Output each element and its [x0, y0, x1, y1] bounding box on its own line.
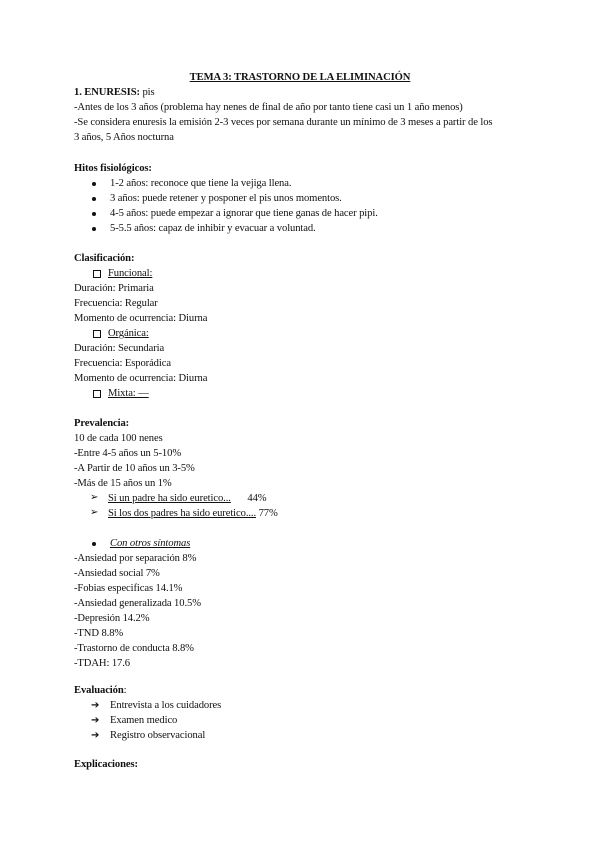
otros-sintomas-label: Con otros síntomas: [110, 538, 191, 549]
padre-item: [108, 507, 278, 521]
checkbox-icon: [93, 270, 101, 278]
padre-text: Si los dos padres ha sido euretico....: [108, 508, 257, 519]
prevalencia-line: -Entre 4-5 años un 5-10%: [74, 448, 182, 459]
sintoma-line: -TND 8.8%: [74, 628, 124, 639]
document-title: TEMA 3: TRASTORNO DE LA ELIMINACIÓN: [189, 72, 411, 83]
prevalencia-line: -A Partir de 10 años un 3-5%: [74, 463, 195, 474]
sintoma-line: -Ansiedad social 7%: [74, 568, 160, 579]
evaluacion-heading-bold: Evaluación: [74, 685, 124, 696]
evaluacion-item: Examen medico: [110, 715, 178, 726]
hitos-item: 5-5.5 años: capaz de inhibir y evacuar a voluntad.: [110, 223, 316, 234]
bullet-icon: [92, 182, 96, 186]
hitos-item: 4-5 años: puede empezar a ignorar que tiene ganas de hacer pipi.: [110, 208, 378, 219]
evaluacion-item: Registro observacional: [110, 730, 206, 741]
mixta-label: Mixta: —: [108, 388, 149, 399]
funcional-label: Funcional:: [108, 268, 153, 279]
evaluacion-item: Entrevista a los cuidadores: [110, 700, 222, 711]
bullet-icon: [92, 227, 96, 231]
padre-text: Si un padre ha sido euretico...: [108, 493, 231, 504]
section-enuresis-heading: [74, 86, 155, 100]
organica-line: Frecuencia: Esporádica: [74, 358, 171, 369]
padre-value: 77%: [258, 508, 278, 519]
organica-line: Duración: Secundaria: [74, 343, 165, 354]
sintoma-line: -Ansiedad por separación 8%: [74, 553, 197, 564]
prevalencia-line: 10 de cada 100 nenes: [74, 433, 163, 444]
arrow-right-icon: ➔: [91, 730, 100, 741]
arrow-right-icon: ➔: [91, 700, 100, 711]
funcional-line: Frecuencia: Regular: [74, 298, 158, 309]
hitos-item: 3 años: puede retener y posponer el pis unos momentos.: [110, 193, 342, 204]
sintoma-line: -Fobias especificas 14.1%: [74, 583, 183, 594]
bullet-icon: [92, 212, 96, 216]
explicaciones-heading: Explicaciones:: [74, 759, 138, 770]
arrowhead-icon: ➢: [90, 507, 99, 518]
prevalencia-line: -Más de 15 años un 1%: [74, 478, 172, 489]
sintoma-line: -Trastorno de conducta 8.8%: [74, 643, 194, 654]
hitos-item: 1-2 años: reconoce que tiene la vejiga llena.: [110, 178, 292, 189]
arrow-right-icon: ➔: [91, 715, 100, 726]
enuresis-heading-rest: pis: [139, 87, 155, 98]
sintoma-line: -Ansiedad generalizada 10.5%: [74, 598, 201, 609]
intro-line: -Antes de los 3 años (problema hay nenes de final de año por tanto tiene casi un 1 año menos): [74, 102, 463, 113]
bullet-icon: [92, 542, 96, 546]
padre-value: 44%: [247, 493, 267, 504]
clasificacion-heading: Clasificación:: [74, 253, 135, 264]
checkbox-icon: [93, 330, 101, 338]
funcional-line: Momento de ocurrencia: Diurna: [74, 313, 208, 324]
arrowhead-icon: ➢: [90, 492, 99, 503]
checkbox-icon: [93, 390, 101, 398]
sintoma-line: -Depresión 14.2%: [74, 613, 150, 624]
evaluacion-heading: [74, 684, 126, 698]
hitos-heading: Hitos fisiológicos:: [74, 163, 152, 174]
prevalencia-heading: Prevalencia:: [74, 418, 130, 429]
organica-label: Orgánica:: [108, 328, 149, 339]
funcional-line: Duración: Primaria: [74, 283, 154, 294]
intro-line: 3 años, 5 Años nocturna: [74, 132, 174, 143]
organica-line: Momento de ocurrencia: Diurna: [74, 373, 208, 384]
sintoma-line: -TDAH: 17.6: [74, 658, 130, 669]
bullet-icon: [92, 197, 96, 201]
intro-line: -Se considera enuresis la emisión 2-3 veces por semana durante un mínimo de 3 meses a partir de los: [74, 117, 493, 128]
evaluacion-colon: :: [123, 685, 127, 696]
enuresis-heading-bold: 1. ENURESIS:: [74, 87, 140, 98]
padre-item: [108, 492, 267, 506]
